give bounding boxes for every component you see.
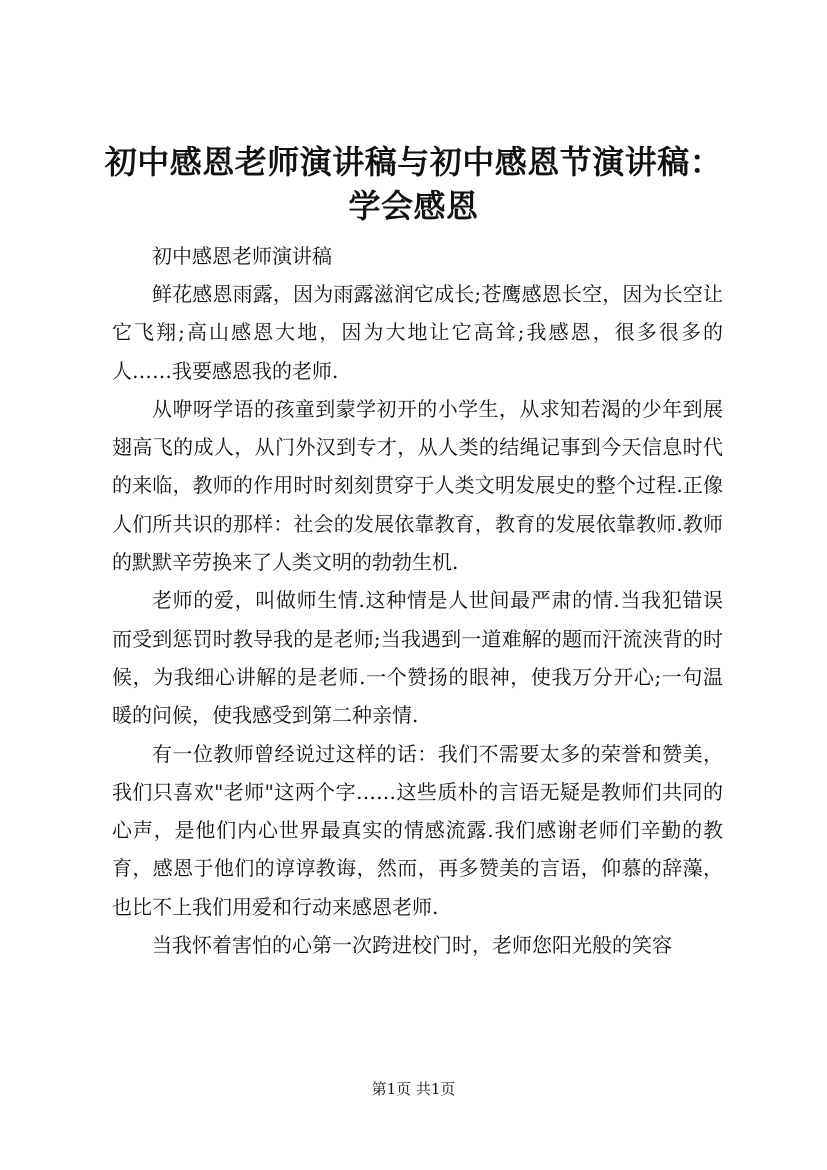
document-title: 初中感恩老师演讲稿与初中感恩节演讲稿：学会感恩 bbox=[104, 143, 723, 225]
section-heading: 初中感恩老师演讲稿 bbox=[152, 244, 332, 268]
paragraph: 有一位教师曾经说过这样的话：我们不需要太多的荣誉和赞美，我们只喜欢"老师"这两个字……这些质朴的言语无疑是教师们共同的心声，是他们内心世界最真实的情感流露.我们感谢老师们辛勤的教育，感恩于他们的谆谆教诲，然而，再多赞美的言语，仰慕的辞藻，也比不上我们用爱和行动来感恩老师. bbox=[112, 741, 723, 919]
paragraph: 当我怀着害怕的心第一次跨进校门时，老师您阳光般的笑容 bbox=[152, 933, 672, 958]
document-body bbox=[112, 237, 723, 964]
paragraph: 鲜花感恩雨露，因为雨露滋润它成长;苍鹰感恩长空，因为长空让它飞翔;高山感恩大地，因为大地让它高耸;我感恩，很多很多的人……我要感恩我的老师. bbox=[112, 282, 723, 383]
page-number-footer: 第1页 共1页 bbox=[371, 1080, 456, 1098]
paragraph: 从咿呀学语的孩童到蒙学初开的小学生，从求知若渴的少年到展翅高飞的成人，从门外汉到专才，从人类的结绳记事到今天信息时代的来临，教师的作用时时刻刻贯穿于人类文明发展史的整个过程.正像人们所共识的那样：社会的发展依靠教育，教育的发展依靠教师.教师的默默辛劳换来了人类文明的勃勃生机. bbox=[112, 396, 723, 575]
paragraph: 老师的爱，叫做师生情.这种情是人世间最严肃的情.当我犯错误而受到惩罚时教导我的是老师;当我遇到一道难解的题而汗流浃背的时候，为我细心讲解的是老师.一个赞扬的眼神，使我万分开心;一句温暖的问候，使我感受到第二种亲情. bbox=[112, 588, 723, 728]
